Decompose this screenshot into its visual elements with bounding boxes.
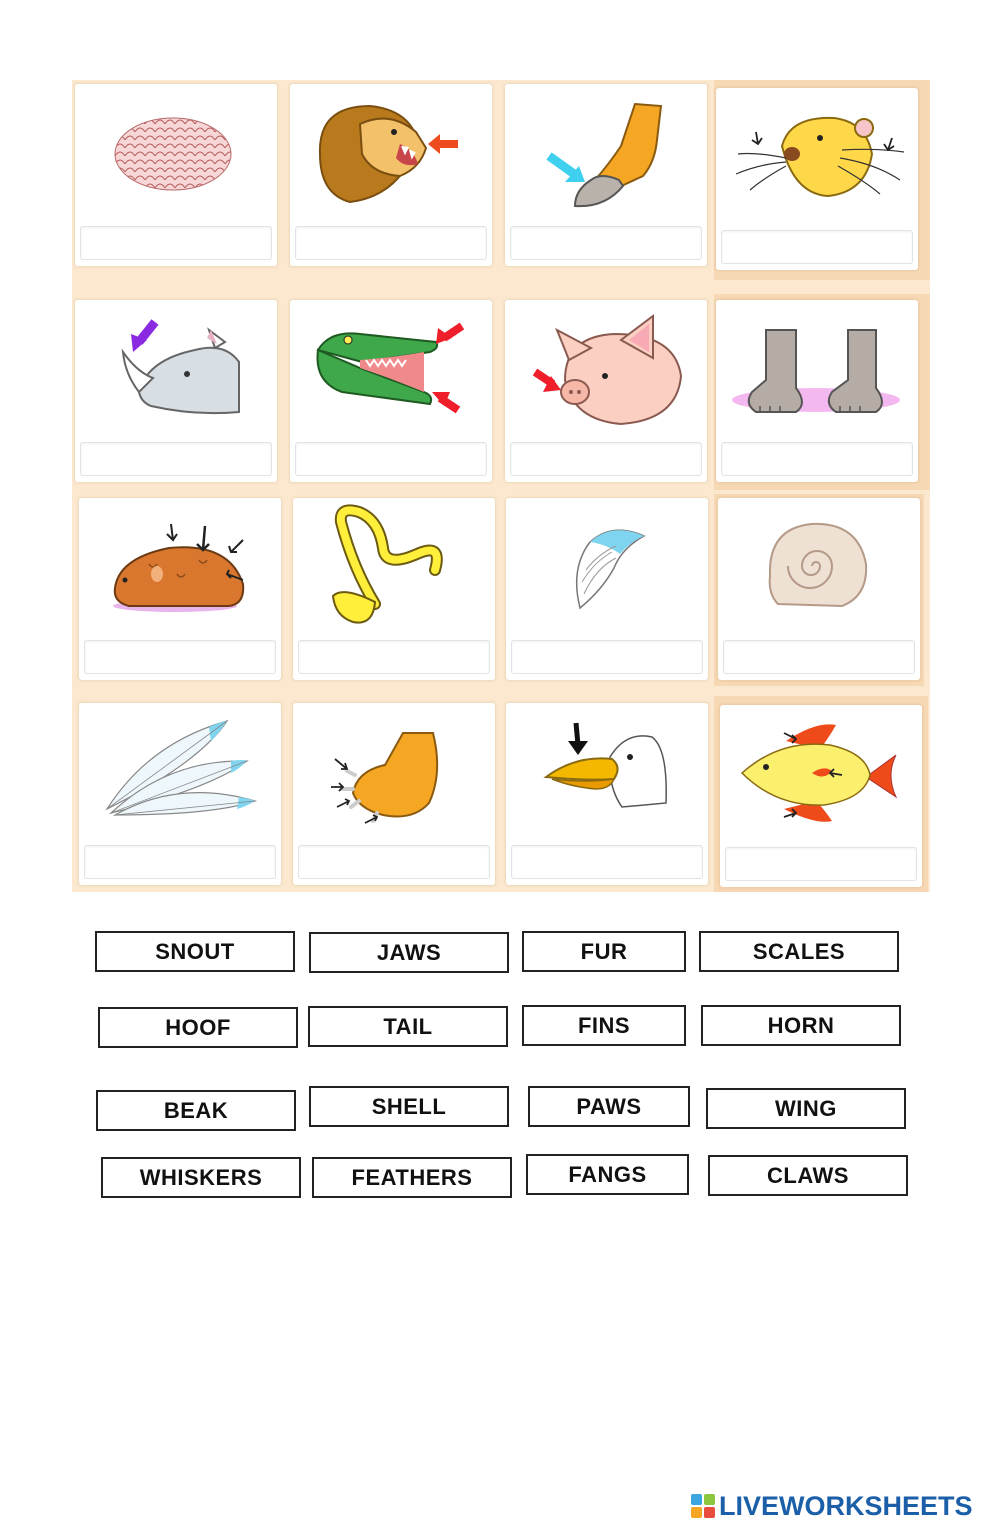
fins-icon [720, 705, 922, 843]
answer-box[interactable] [298, 845, 490, 879]
word-card-hoof[interactable]: HOOF [98, 1007, 298, 1048]
picture-card-pig-snout [505, 300, 707, 482]
picture-card-feathers [79, 703, 281, 885]
word-card-scales[interactable]: SCALES [699, 931, 899, 972]
answer-box[interactable] [721, 230, 913, 264]
answer-box[interactable] [84, 845, 276, 879]
picture-card-crocodile-jaws [290, 300, 492, 482]
paws-icon [716, 300, 918, 438]
word-card-feathers[interactable]: FEATHERS [312, 1157, 512, 1198]
word-card-claws[interactable]: CLAWS [708, 1155, 908, 1196]
answer-box[interactable] [723, 640, 915, 674]
picture-card-wing [506, 498, 708, 680]
liveworksheets-brand [690, 1490, 973, 1522]
picture-card-whiskers [716, 88, 918, 270]
answer-box[interactable] [510, 226, 702, 260]
answer-box[interactable] [84, 640, 276, 674]
word-card-tail[interactable]: TAIL [308, 1006, 508, 1047]
pig-snout-icon [505, 300, 707, 438]
crocodile-jaws-icon [290, 300, 492, 438]
hoof-icon [505, 84, 707, 222]
word-card-fangs[interactable]: FANGS [526, 1154, 689, 1195]
picture-card-shell [718, 498, 920, 680]
answer-box[interactable] [510, 442, 702, 476]
word-card-whiskers[interactable]: WHISKERS [101, 1157, 301, 1198]
rhino-horn-icon [75, 300, 277, 438]
picture-card-beak [506, 703, 708, 885]
answer-box[interactable] [295, 442, 487, 476]
answer-box[interactable] [511, 640, 703, 674]
mouse-whiskers-icon [716, 88, 918, 226]
feathers-icon [79, 703, 281, 841]
picture-card-tail [293, 498, 495, 680]
claws-icon [293, 703, 495, 841]
picture-card-paws [716, 300, 918, 482]
answer-box[interactable] [721, 442, 913, 476]
word-card-beak[interactable]: BEAK [96, 1090, 296, 1131]
brand-name: LIVEWORKSHEETS [719, 1490, 973, 1521]
word-card-horn[interactable]: HORN [701, 1005, 901, 1046]
word-card-paws[interactable]: PAWS [528, 1086, 690, 1127]
fur-icon [79, 498, 281, 636]
answer-box[interactable] [511, 845, 703, 879]
word-card-snout[interactable]: SNOUT [95, 931, 295, 972]
picture-card-scales [75, 84, 277, 266]
answer-box[interactable] [725, 847, 917, 881]
word-card-fur[interactable]: FUR [522, 931, 686, 972]
answer-box[interactable] [298, 640, 490, 674]
answer-box[interactable] [295, 226, 487, 260]
word-card-jaws[interactable]: JAWS [309, 932, 509, 973]
picture-card-claws [293, 703, 495, 885]
word-card-wing[interactable]: WING [706, 1088, 906, 1129]
picture-card-fur [79, 498, 281, 680]
scales-icon [75, 84, 277, 222]
answer-box[interactable] [80, 442, 272, 476]
picture-card-rhino-horn [75, 300, 277, 482]
picture-card-lion-fangs [290, 84, 492, 266]
word-card-shell[interactable]: SHELL [309, 1086, 509, 1127]
shell-icon [718, 498, 920, 636]
wing-icon [506, 498, 708, 636]
beak-icon [506, 703, 708, 841]
answer-box[interactable] [80, 226, 272, 260]
picture-card-fins [720, 705, 922, 887]
tail-icon [293, 498, 495, 636]
picture-card-hoof [505, 84, 707, 266]
lion-fangs-icon [290, 84, 492, 222]
word-card-fins[interactable]: FINS [522, 1005, 686, 1046]
liveworksheets-logo-icon [690, 1493, 716, 1519]
